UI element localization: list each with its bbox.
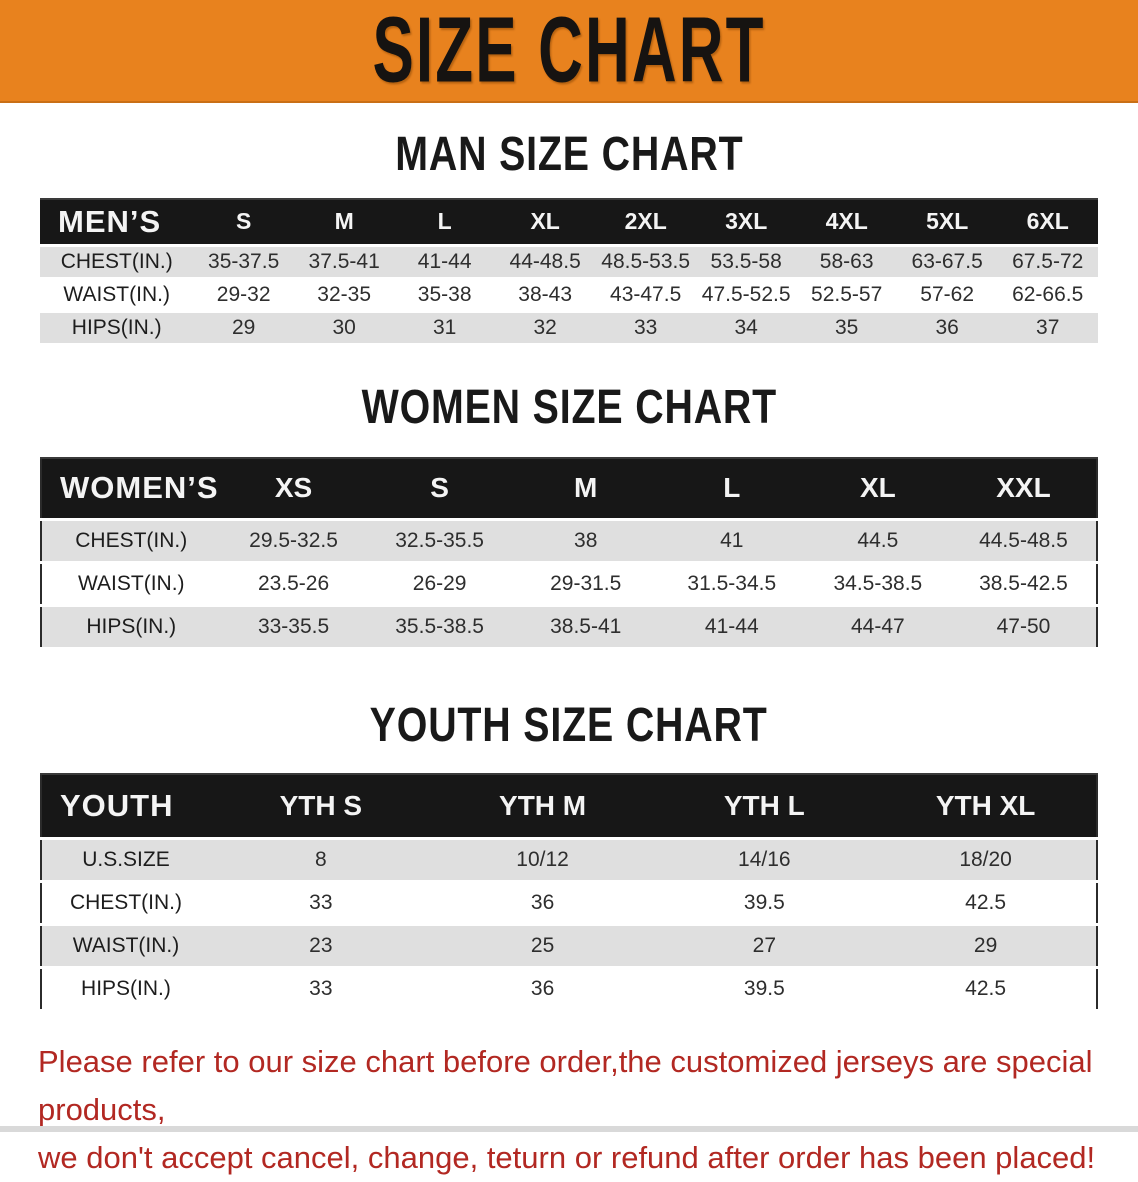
size-column-header: XXL <box>951 458 1097 520</box>
size-value: 29-31.5 <box>513 563 659 606</box>
size-value: 29-32 <box>193 278 294 311</box>
size-value: 48.5-53.5 <box>595 245 696 278</box>
size-value: 30 <box>294 311 395 344</box>
size-value: 8 <box>210 838 432 881</box>
size-column-header: 3XL <box>696 199 797 245</box>
size-value: 44.5 <box>805 520 951 563</box>
size-value: 14/16 <box>653 838 875 881</box>
banner-title: SIZE CHART <box>372 0 766 102</box>
table-header-row <box>41 774 1097 838</box>
table-group-label: WOMEN’S <box>41 458 221 520</box>
row-label: HIPS(IN.) <box>40 311 193 344</box>
women-table-wrap <box>0 457 1138 651</box>
size-value: 26-29 <box>367 563 513 606</box>
size-value: 52.5-57 <box>796 278 897 311</box>
size-value: 32-35 <box>294 278 395 311</box>
size-value: 27 <box>653 924 875 967</box>
size-column-header: YTH XL <box>875 774 1097 838</box>
size-value: 44-47 <box>805 606 951 649</box>
women-section-heading <box>0 380 1138 435</box>
table-row <box>40 311 1098 344</box>
size-column-header: YTH M <box>432 774 654 838</box>
size-value: 39.5 <box>653 967 875 1010</box>
size-column-header: M <box>513 458 659 520</box>
size-value: 32 <box>495 311 596 344</box>
table-row <box>40 245 1098 278</box>
size-column-header: L <box>394 199 495 245</box>
women-size-table <box>40 457 1098 651</box>
row-label: CHEST(IN.) <box>40 245 193 278</box>
size-value: 33 <box>210 967 432 1010</box>
size-column-header: XL <box>495 199 596 245</box>
table-row <box>41 520 1097 563</box>
row-label: CHEST(IN.) <box>41 881 210 924</box>
size-column-header: XS <box>221 458 367 520</box>
size-value: 37 <box>997 311 1098 344</box>
disclaimer-line-1: Please refer to our size chart before order,the customized jerseys are special products, <box>38 1043 1093 1127</box>
youth-section-heading <box>0 698 1138 753</box>
size-value: 33 <box>210 881 432 924</box>
size-value: 57-62 <box>897 278 998 311</box>
size-value: 36 <box>432 967 654 1010</box>
table-row <box>41 838 1097 881</box>
size-value: 44.5-48.5 <box>951 520 1097 563</box>
size-value: 41-44 <box>394 245 495 278</box>
row-label: WAIST(IN.) <box>40 278 193 311</box>
size-value: 23 <box>210 924 432 967</box>
size-value: 35-38 <box>394 278 495 311</box>
size-value: 34 <box>696 311 797 344</box>
row-label: WAIST(IN.) <box>41 924 210 967</box>
size-value: 44-48.5 <box>495 245 596 278</box>
size-column-header: YTH L <box>653 774 875 838</box>
table-row <box>40 278 1098 311</box>
table-group-label: MEN’S <box>40 199 193 245</box>
table-row <box>41 881 1097 924</box>
size-value: 35 <box>796 311 897 344</box>
table-row <box>41 924 1097 967</box>
row-label: HIPS(IN.) <box>41 606 221 649</box>
size-value: 67.5-72 <box>997 245 1098 278</box>
size-value: 42.5 <box>875 967 1097 1010</box>
size-value: 38 <box>513 520 659 563</box>
youth-size-chart-title: YOUTH SIZE CHART <box>370 699 768 752</box>
bottom-edge-strip <box>0 1126 1138 1132</box>
size-column-header: L <box>659 458 805 520</box>
men-table-wrap <box>0 198 1138 346</box>
size-value: 23.5-26 <box>221 563 367 606</box>
table-header-row <box>41 458 1097 520</box>
women-size-chart-title: WOMEN SIZE CHART <box>361 380 777 434</box>
size-value: 53.5-58 <box>696 245 797 278</box>
disclaimer-line-2: we don't accept cancel, change, teturn or refund after order has been placed! <box>38 1139 1096 1175</box>
size-column-header: XL <box>805 458 951 520</box>
size-value: 35-37.5 <box>193 245 294 278</box>
size-value: 37.5-41 <box>294 245 395 278</box>
size-value: 32.5-35.5 <box>367 520 513 563</box>
man-section-heading <box>0 127 1138 182</box>
table-header-row <box>40 199 1098 245</box>
size-value: 33 <box>595 311 696 344</box>
size-value: 42.5 <box>875 881 1097 924</box>
size-value: 62-66.5 <box>997 278 1098 311</box>
footer-disclaimer <box>38 1038 1102 1182</box>
size-value: 29.5-32.5 <box>221 520 367 563</box>
size-value: 18/20 <box>875 838 1097 881</box>
table-row <box>41 606 1097 649</box>
size-value: 29 <box>875 924 1097 967</box>
size-value: 25 <box>432 924 654 967</box>
youth-table-wrap <box>0 773 1138 1012</box>
size-value: 31.5-34.5 <box>659 563 805 606</box>
size-value: 47-50 <box>951 606 1097 649</box>
size-value: 47.5-52.5 <box>696 278 797 311</box>
size-column-header: S <box>367 458 513 520</box>
man-size-chart-title: MAN SIZE CHART <box>394 128 744 181</box>
size-value: 38.5-41 <box>513 606 659 649</box>
size-value: 43-47.5 <box>595 278 696 311</box>
size-column-header: YTH S <box>210 774 432 838</box>
size-value: 39.5 <box>653 881 875 924</box>
size-value: 36 <box>432 881 654 924</box>
size-column-header: 2XL <box>595 199 696 245</box>
size-value: 34.5-38.5 <box>805 563 951 606</box>
size-value: 31 <box>394 311 495 344</box>
men-size-table <box>40 198 1098 346</box>
row-label: CHEST(IN.) <box>41 520 221 563</box>
table-row <box>41 563 1097 606</box>
size-value: 38.5-42.5 <box>951 563 1097 606</box>
size-value: 58-63 <box>796 245 897 278</box>
youth-size-table <box>40 773 1098 1012</box>
size-column-header: 4XL <box>796 199 897 245</box>
size-value: 35.5-38.5 <box>367 606 513 649</box>
row-label: WAIST(IN.) <box>41 563 221 606</box>
size-value: 38-43 <box>495 278 596 311</box>
table-row <box>41 967 1097 1010</box>
size-column-header: M <box>294 199 395 245</box>
size-column-header: S <box>193 199 294 245</box>
size-value: 63-67.5 <box>897 245 998 278</box>
table-group-label: YOUTH <box>41 774 210 838</box>
size-value: 33-35.5 <box>221 606 367 649</box>
size-column-header: 6XL <box>997 199 1098 245</box>
row-label: HIPS(IN.) <box>41 967 210 1010</box>
banner <box>0 0 1138 103</box>
size-value: 36 <box>897 311 998 344</box>
size-value: 41-44 <box>659 606 805 649</box>
size-value: 10/12 <box>432 838 654 881</box>
size-value: 29 <box>193 311 294 344</box>
size-value: 41 <box>659 520 805 563</box>
size-column-header: 5XL <box>897 199 998 245</box>
row-label: U.S.SIZE <box>41 838 210 881</box>
